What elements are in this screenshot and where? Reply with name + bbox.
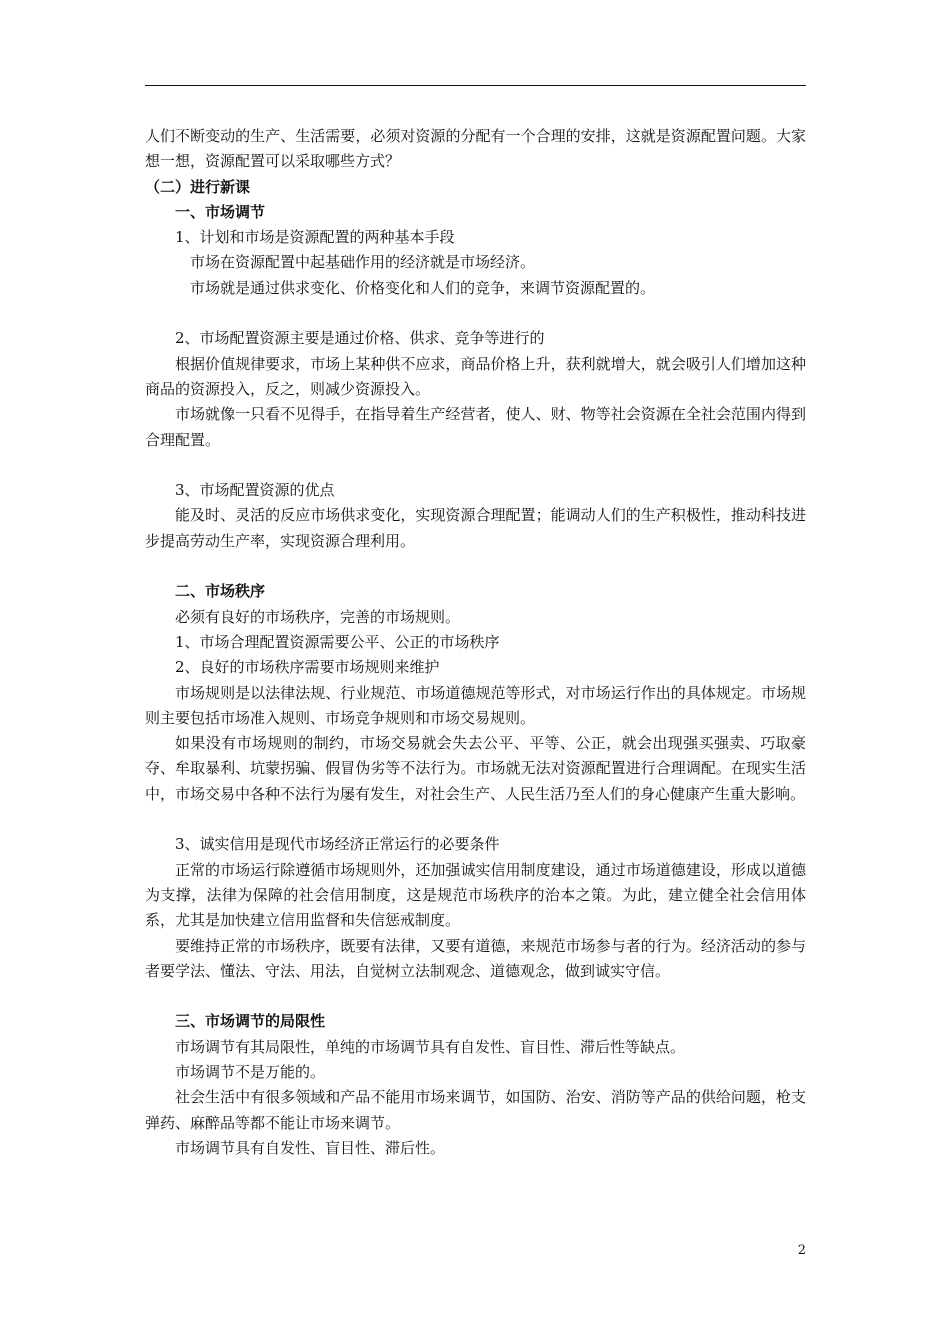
paragraph: 市场调节具有自发性、盲目性、滞后性。	[175, 1138, 446, 1157]
paragraph: 2、良好的市场秩序需要市场规则来维护	[175, 658, 440, 677]
paragraph: 能及时、灵活的反应市场供求变化，实现资源合理配置；能调动人们的生产积极性，推动科技进步提高劳动生产率，实现资源合理利用。	[145, 506, 806, 550]
paragraph: 社会生活中有很多领域和产品不能用市场来调节，如国防、治安、消防等产品的供给问题，枪支弹药、麻醉品等都不能让市场来调节。	[145, 1088, 806, 1132]
section-heading: 二、市场秩序	[175, 582, 266, 601]
paragraph-spacer	[145, 301, 806, 326]
paragraph: 市场调节不是万能的。	[175, 1062, 326, 1081]
paragraph: 市场就是通过供求变化、价格变化和人们的竞争，来调节资源配置的。	[190, 278, 656, 297]
paragraph: 市场在资源配置中起基础作用的经济就是市场经济。	[190, 253, 536, 272]
paragraph: 如果没有市场规则的制约，市场交易就会失去公平、平等、公正，就会出现强买强卖、巧取豪夺、牟取暴利、坑蒙拐骗、假冒伪劣等不法行为。市场就无法对资源配置进行合理调配。在现实生活中，市场交易中各种不法行为屡有发生，对社会生产、人民生活乃至人们的身心健康产生重大影响。	[145, 734, 806, 803]
paragraph: 市场调节有其局限性，单纯的市场调节具有自发性、盲目性、滞后性等缺点。	[175, 1037, 686, 1056]
section-heading: 三、市场调节的局限性	[175, 1012, 326, 1031]
paragraph-spacer	[145, 984, 806, 1009]
paragraph-spacer	[145, 807, 806, 832]
paragraph: 3、市场配置资源的优点	[175, 481, 335, 500]
page-number: 2	[797, 1243, 806, 1258]
paragraph: 必须有良好的市场秩序，完善的市场规则。	[175, 607, 461, 626]
paragraph: 1、市场合理配置资源需要公平、公正的市场秩序	[175, 632, 500, 651]
paragraph: 3、诚实信用是现代市场经济正常运行的必要条件	[175, 835, 500, 854]
section-heading: （二）进行新课	[145, 177, 251, 196]
paragraph-spacer	[145, 554, 806, 579]
header-rule	[145, 85, 806, 86]
document-body	[145, 124, 806, 1161]
paragraph: 1、计划和市场是资源配置的两种基本手段	[175, 228, 455, 247]
paragraph: 正常的市场运行除遵循市场规则外，还加强诚实信用制度建设，通过市场道德建设，形成以道德为支撑，法律为保障的社会信用制度，这是规范市场秩序的治本之策。为此，建立健全社会信用体系，尤其是加快建立信用监督和失信惩戒制度。	[145, 860, 806, 930]
paragraph: 根据价值规律要求，市场上某种供不应求，商品价格上升，获利就增大，就会吸引人们增加这种商品的资源投入，反之，则减少资源投入。	[145, 354, 806, 398]
paragraph: 市场就像一只看不见得手，在指导着生产经营者，使人、财、物等社会资源在全社会范围内得到合理配置。	[145, 405, 806, 449]
section-heading: 一、市场调节	[175, 202, 266, 221]
paragraph: 2、市场配置资源主要是通过价格、供求、竞争等进行的	[175, 329, 545, 348]
paragraph: 人们不断变动的生产、生活需要，必须对资源的分配有一个合理的安排，这就是资源配置问题。大家想一想，资源配置可以采取哪些方式？	[145, 127, 806, 171]
paragraph: 要维持正常的市场秩序，既要有法律，又要有道德，来规范市场参与者的行为。经济活动的参与者要学法、懂法、守法、用法，自觉树立法制观念、道德观念，做到诚实守信。	[145, 936, 806, 980]
paragraph-spacer	[145, 453, 806, 478]
paragraph: 市场规则是以法律法规、行业规范、市场道德规范等形式，对市场运行作出的具体规定。市场规则主要包括市场准入规则、市场竞争规则和市场交易规则。	[145, 683, 806, 727]
